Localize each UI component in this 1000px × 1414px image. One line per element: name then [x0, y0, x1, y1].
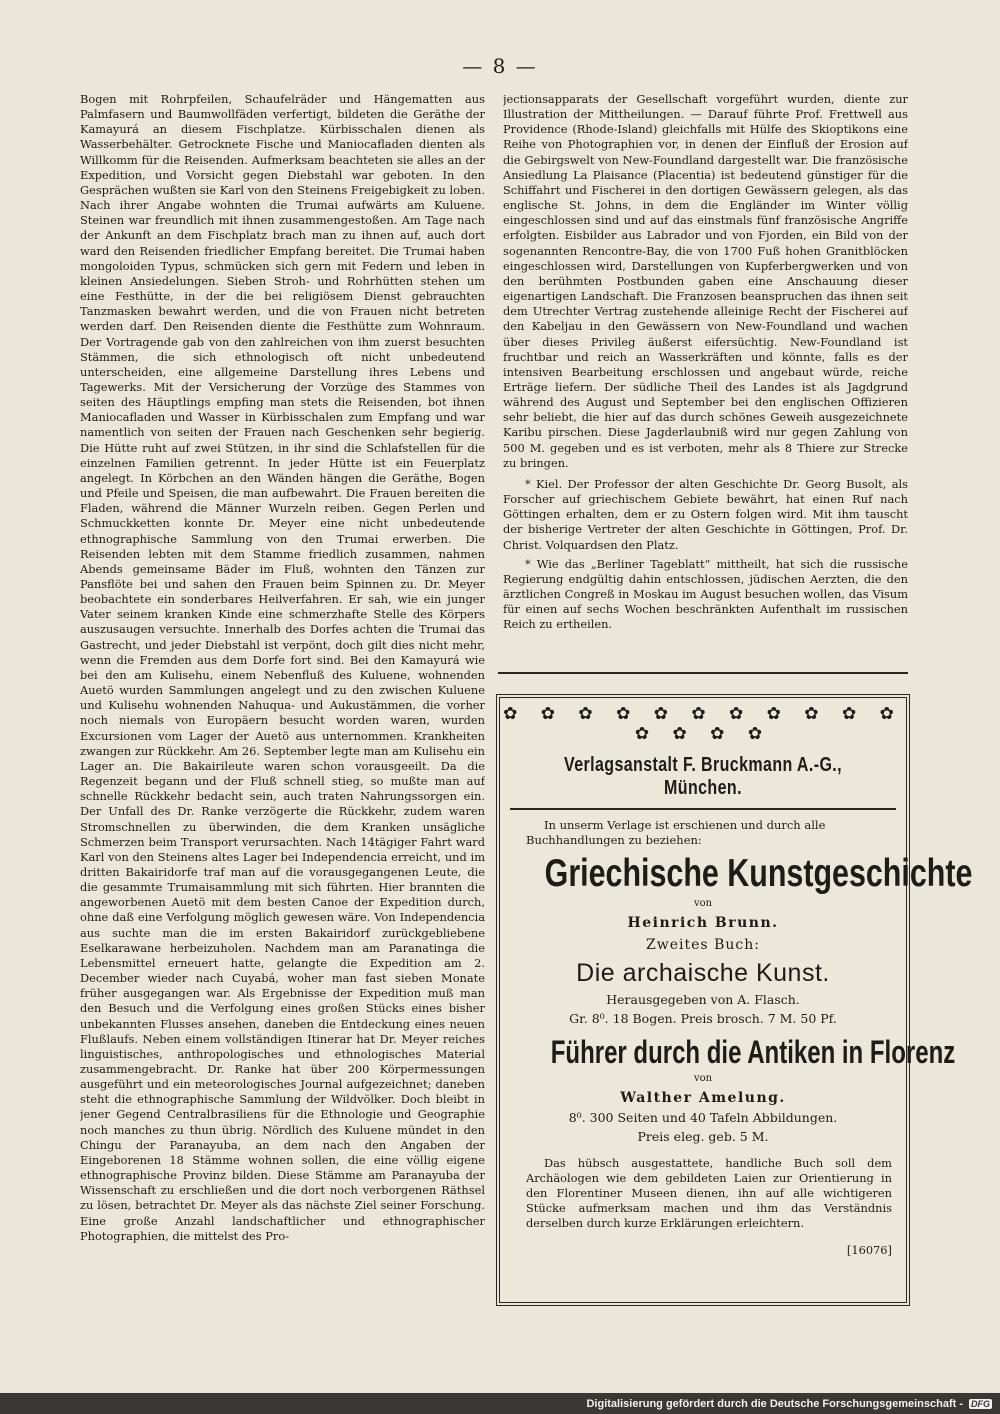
book1-edition: Zweites Buch: — [646, 937, 760, 953]
article-right-column — [503, 92, 908, 672]
book1-subtitle: Die archaische Kunst. — [576, 959, 830, 987]
article-text-right: jectionsapparats der Gesellschaft vorgeführt wurden, diente zur Illustration der Mittheilungen. — Darauf führte Prof. Frettwell aus Providence (Rhode-Island) gleichfalls mit Hülfe des Skioptikons eine Reihe von Photographien vor, in denen der Einfluß der Erosion auf die Gebirgswelt von New-Foundland dargestellt war. Die französische Ansiedlung La Plaisance (Placentia) ist bedeutend günstiger für die Schiffahrt und Fischerei in den dortigen Gewässern gelegen, als das englische St. Johns, in dem die Engländer im Winter völlig eingeschlossen sind und auf das einstmals fünf französische Angriffe erfolgten. Eisbilder aus Labrador und von Fjorden, ein Bild von der sogenannten Rencontre-Bay, die von 1700 Fuß hohen Granitblöcken eingeschlossen wird, Darstellungen von Kupferbergwerken und von den berühmten Postbunden gaben eine Anschauung dieser eigenartigen Landschaft. Die Franzosen beanspruchen das ihnen seit dem Utrechter Vertrag zustehende alleinige Recht der Fischerei auf den Kabeljau in den Gewässern von New-Foundland und wachen über dieses Privileg äußerst eifersüchtig. New-Foundland ist fruchtbar und reich an Wasserkräften und könnte, falls es der intensiven Bearbeitung erschlossen und angebaut würde, reiche Erträge liefern. Der südliche Theil des Landes ist als Jagdgrund während des August und September bei den englischen Offizieren sehr beliebt, die hier auf das durch schönes Geweih ausgezeichnete Karibu pirschen. Diese Jagderlaubniß wird nur gegen Zahlung von 500 M. gegeben und es ist verboten, mehr als 8 Thiere zur Strecke zu bringen. — [503, 92, 908, 470]
ad-rule — [510, 808, 896, 810]
ornament-flower-icon-row: ✿ ✿ ✿ ✿ ✿ ✿ ✿ ✿ ✿ ✿ ✿ ✿ ✿ ✿ ✿ — [503, 704, 903, 744]
notice-kiel: * Kiel. Der Professor der alten Geschichte Dr. Georg Busolt, als Forscher auf griechischem Gebiete bewährt, hat einen Ruf nach Göttingen erhalten, dem er zu Ostern folgen wird. Mit ihm tauscht der bisherige Vertreter der alten Geschichte in Göttingen, Prof. Dr. Christ. Volquardsen den Platz. — [503, 476, 908, 552]
ad-intro: In unserm Verlage ist erschienen und durch alle Buchhandlungen zu beziehen: — [526, 818, 826, 847]
article-text-left: Bogen mit Rohrpfeilen, Schaufelräder und Hängematten aus Palmfasern und Baumwollfäden verfertigt, bildeten die Geräthe der Kamayurá an diesem Fischplatze. Kürbisschalen dienen als Wasserbehälter. Getrocknete Fische und Maniocafladen dienten als Willkomm für die Reisenden. Aufmerksam beachteten sie alles an der Expedition, und Vorsicht gegen Diebstahl war geboten. In den Gesprächen wußten sie Karl von den Steinens Freigebigkeit zu loben. Nach ihrer Angabe wohnten die Trumai aufwärts am Kuluene. Steinen war freundlich mit ihnen zusammengestoßen. Am Tage nach der Ankunft an dem Fischplatz brach man zu ihnen auf, auch dort ward den Reisenden friedlicher Empfang bereitet. Die Trumai haben mongoloiden Typus, schmücken sich gern mit Federn und leben in kleinen Ansiedelungen. Sieben Stroh- und Rohrhütten stehen um eine Festhütte, in der die bei religiösem Dienst gebrauchten Tanzmasken bewahrt werden, und die von Frauen nicht betreten werden darf. Den Reisenden diente die Festhütte zum Wohnraum. Der Vortragende gab von den zahlreichen von ihm zuerst besuchten Stämmen, die sich ethnologisch oft nicht unbedeutend unterscheiden, eine allgemeine Darstellung ihres Lebens und Tagewerks. Mit der Versicherung der Vorzüge des Stammes von seiten des Häuptlings empfing man stets die Reisenden, bot ihnen Maniocafladen und Wasser in Kürbisschalen zum Empfang und war namentlich von seiten der Frauen nach Geschenken sehr begierig. Die Hütte ruht auf zwei Stützen, in ihr sind die Schlafstellen für die einzelnen Familien getrennt. In jeder Hütte ist ein Feuerplatz angelegt. In Körbchen an den Wänden hängen die Geräthe, Bogen und Pfeile und Speisen, die man aufbewahrt. Die Frauen bereiten die Fladen, während die Männer Wurzeln reiben. Gegen Perlen und Schmuckketten konnte Dr. Meyer eine nicht unbedeutende ethnographische Sammlung von den Trumai erwerben. Die Reisenden lebten mit dem Stamme friedlich zusammen, nahmen Abends gemeinsame Bäder im Fluß, wohnten den Tänzen zur Pansflöte bei und sahen den Frauen beim Spinnen zu. Dr. Meyer beobachtete ein sonderbares Heilverfahren. Er sah, wie ein junger Vater seinem kranken Kinde eine schmerzhafte Stelle des Körpers auszusaugen versuchte. Innerhalb des Dorfes achten die Trumai das Gastrecht, und jeder Diebstahl ist verpönt, doch gilt dies nicht mehr, wenn die Fremden aus dem Dorfe fort sind. Bei den Kamayurá wie bei den am Kulisehu, einem Nebenfluß des Kuluene, wohnenden Auetö wurden Sammlungen angelegt und zu den zwischen Kuluene und Kulisehu wohnenden Nahuqua- und Aukustämmen, die vorher noch niemals von Europäern besucht worden waren, wurden Excursionen vom Lager der Auetö aus unternommen. Krankheiten zwangen zur Rückkehr. Am 26. September legte man am Kulisehu ein Lager an. Die Bakairileute waren schon vorausgeeilt. Da die Regenzeit begann und der Fluß schnell stieg, so mußte man auf schnelle Rückkehr bedacht sein, auch traten Nahrungssorgen ein. Der Unfall des Dr. Ranke verzögerte die Rückkehr, zudem waren Stromschnellen zu überwinden, die dem Kranken unsägliche Schmerzen beim Transport verursachten. Nach 14tägiger Fahrt ward Karl von den Steinens altes Lager bei Independencia erreicht, und im dritten Bakairidorfe traf man auf die vorausgegangenen Leute, die die gesammte Trumaisammlung mit sich führten. Hier brannten die angeworbenen Auetö mit dem besten Canoe der Expedition durch, ohne daß eine Verfolgung möglich gewesen wäre. Von Independencia aus suchte man die im ersten Bakairidorf zurückgebliebene Eselkarawane herbeizuholen. Nachdem man am Paranatinga die Lebensmittel erneuert hatte, gelangte die Expedition am 2. December wieder nach Cuyabá, woher man fast sieben Monate früher ausgegangen war. Als Ergebnisse der Expedition muß man den Besuch und die Verfolgung eines großen Stücks eines bisher unbekannten Flusses ansehen, daneben die Entdeckung eines neuen Flußlaufs. Neben einem vollständigen Itinerar hat Dr. Meyer reiches linguistisches, anthropologisches und ethnologisches Material zusammengebracht. Dr. Ranke hat über 200 Körpermessungen ausgeführt und ein meteorologisches Journal aufgezeichnet; daneben steht die ethnographische Sammlung der Wildvölker. Doch bleibt in jener Gegend Centralbrasiliens für die Ethnologie und Geographie noch manches zu thun übrig. Nördlich des Kuluene mündet in den Chingu der Paranayuba, an dem nach den Angaben der Eingeborenen 18 Stämme wohnen sollen, die eine völlig eigene ethnographische Provinz bilden. Diese Stämme am Paranayuba der Wissenschaft zu erschließen und die dort noch verborgenen Räthsel zu lösen, betrachtet Dr. Meyer als das nächste Ziel seiner Forschung. Eine große Anzahl landschaftlicher und ethnographischer Photographien, die mittelst des Pro- — [80, 92, 485, 1243]
notice-moskau: * Wie das „Berliner Tageblatt“ mittheilt, hat sich die russische Regierung endgültig dahin entschlossen, jüdischen Aerzten, die den ärztlichen Congreß in Moskau im August besuchen wollen, das Visum für einen auf sechs Wochen beschränkten Aufenthalt im russischen Reich zu ertheilen. — [503, 556, 908, 632]
ad-reference-number: [16076] — [846, 1243, 892, 1257]
section-divider — [498, 672, 908, 674]
book2-price: Preis eleg. geb. 5 M. — [637, 1129, 769, 1144]
book1-title: Griechische Kunstgeschichte — [544, 852, 973, 895]
digitization-footer — [0, 1393, 1000, 1414]
article-left-column — [80, 92, 485, 1322]
book2-author: Walther Amelung. — [620, 1090, 786, 1106]
dfg-logo-icon: DFG — [971, 1398, 990, 1409]
bruckmann-advertisement — [496, 694, 973, 1306]
book1-editor: Herausgegeben von A. Flasch. — [606, 992, 800, 1007]
book2-title: Führer durch die Antiken in Florenz — [550, 1034, 956, 1070]
book1-author: Heinrich Brunn. — [627, 915, 779, 931]
footer-text: Digitalisierung gefördert durch die Deutsche Forschungsgemeinschaft - — [586, 1397, 963, 1410]
book1-details: Gr. 8⁰. 18 Bogen. Preis brosch. 7 M. 50 Pf. — [569, 1011, 837, 1026]
book2-blurb: Das hübsch ausgestattete, handliche Buch soll dem Archäologen wie dem gebildeten Laien zur Orientierung in den Florentiner Museen dienen, ihn auf alle wichtigeren Stücke aufmerksam machen und ihm das Verständnis derselben durch kurze Erklärungen erleichtern. — [526, 1156, 892, 1230]
ad-publisher: Verlagsanstalt F. Bruckmann A.-G., München. — [564, 754, 842, 799]
page-number: — 8 — — [462, 54, 538, 78]
book1-von: von — [693, 898, 713, 909]
book2-details: 8⁰. 300 Seiten und 40 Tafeln Abbildungen. — [568, 1110, 838, 1125]
book2-von: von — [693, 1073, 713, 1084]
